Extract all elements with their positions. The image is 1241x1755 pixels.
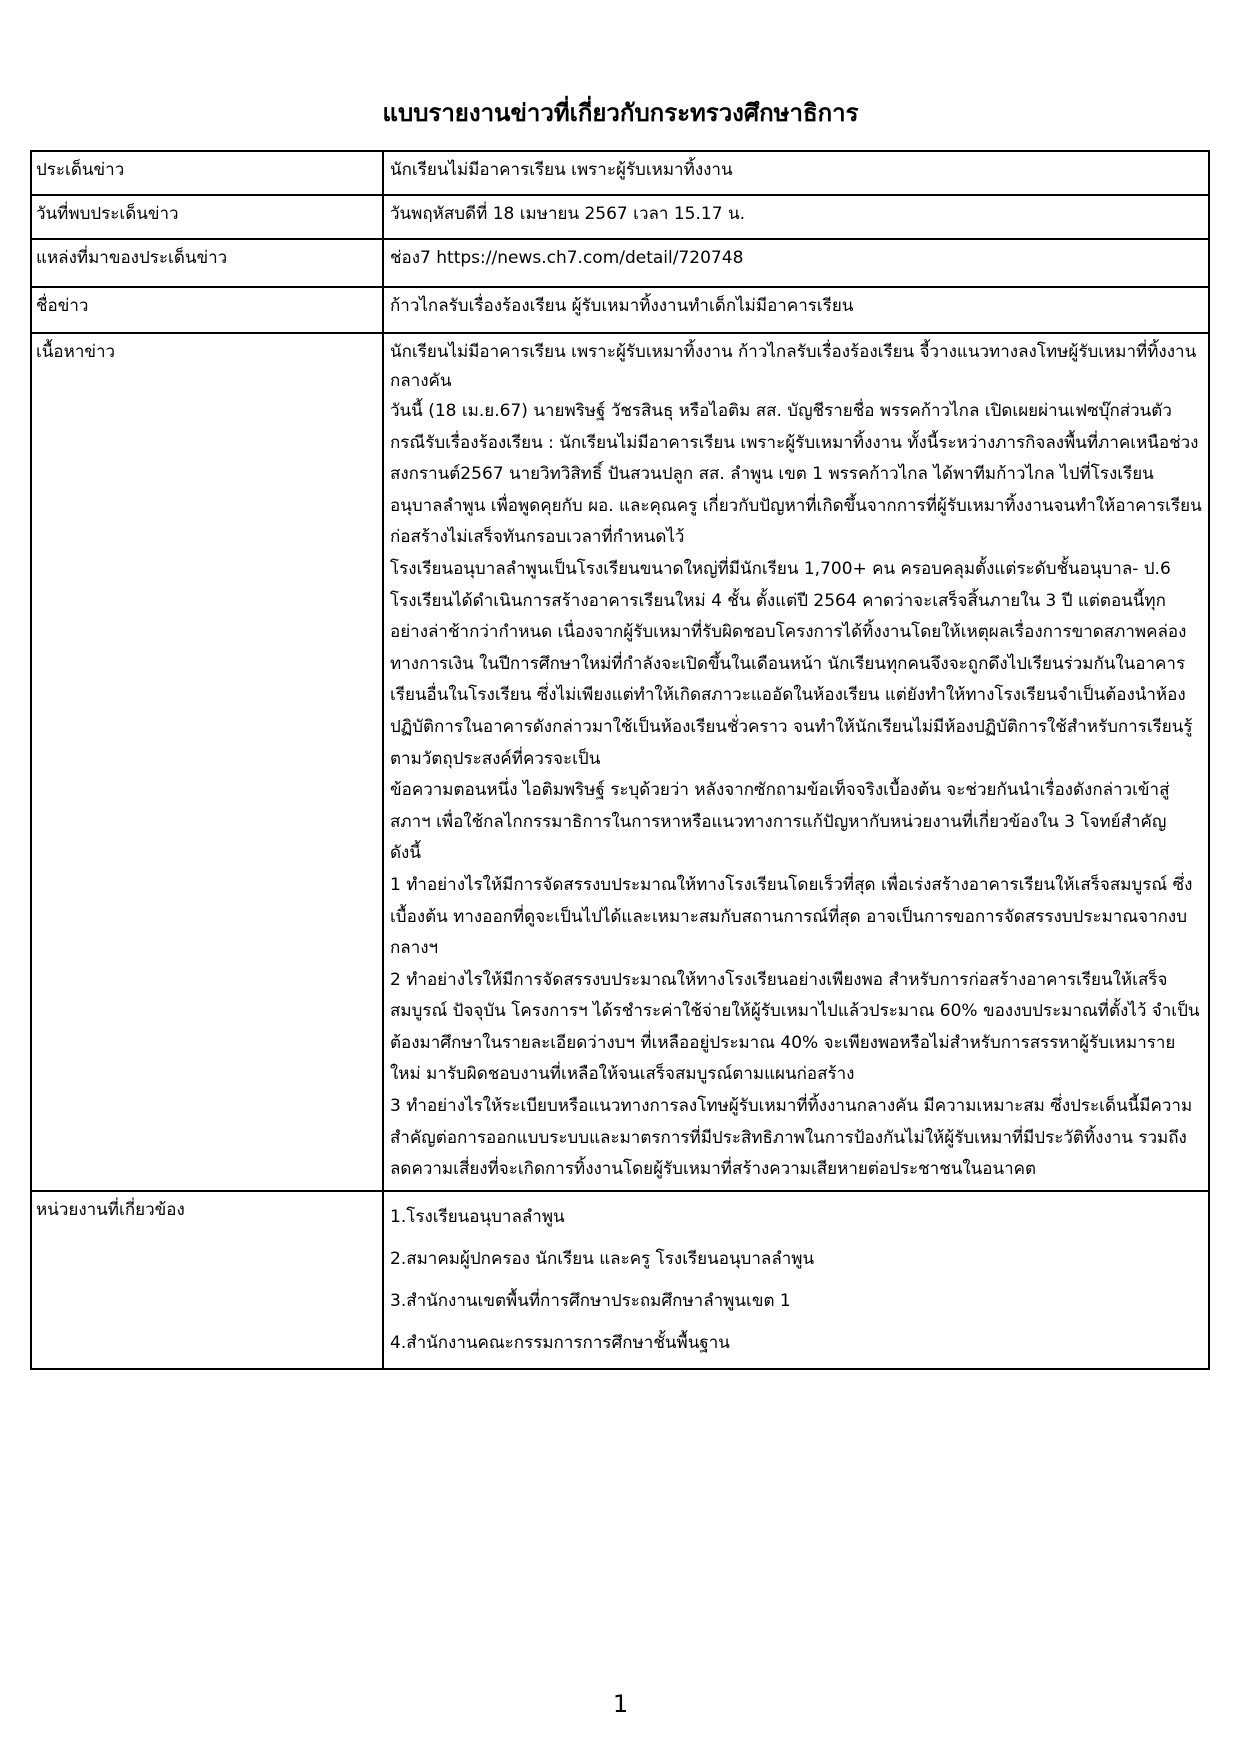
issue-value: นักเรียนไม่มีอาคารเรียน เพราะผู้รับเหมาทิ้งงาน bbox=[383, 151, 1209, 195]
content-paragraph: ข้อความตอนหนึ่ง ไอติมพริษฐ์ ระบุด้วยว่า หลังจากซักถามข้อเท็จจริงเบื้องต้น จะช่วยกันนำเรื่องดังกล่าวเข้าสู่สภาฯ เพื่อใช้กลไกกรรมาธิการในการหาหรือแนวทางการแก้ปัญหากับหน่วยงานที่เกี่ยวข้องใน 3 โจทย์สำคัญ ดังนี้ bbox=[390, 780, 1170, 864]
issue-label: ประเด็นข่าว bbox=[31, 151, 383, 195]
agency-item: 3.สำนักงานเขตพื้นที่การศึกษาประถมศึกษาลำพูนเขต 1 bbox=[390, 1290, 791, 1311]
source-value: ช่อง7 https://news.ch7.com/detail/720748 bbox=[383, 239, 1209, 287]
content-label: เนื้อหาข่าว bbox=[31, 333, 383, 1191]
content-paragraph: โรงเรียนอนุบาลลำพูนเป็นโรงเรียนขนาดใหญ่ที่มีนักเรียน 1,700+ คน ครอบคลุมตั้งแต่ระดับชั้นอนุบาล- ป.6 โรงเรียนได้ดำเนินการสร้างอาคารเรียนใหม่ 4 ชั้น ตั้งแต่ปี 2564 คาดว่าจะเสร็จสิ้นภายใน 3 ปี แต่ตอนนี้ทุกอย่างล่าช้ากว่ากำหนด เนื่องจากผู้รับเหมาที่รับผิดชอบโครงการได้ทิ้งงานโดยให้เหตุผลเรื่องการขาดสภาพคล่องทางการเงิน ในปีการศึกษาใหม่ที่กำลังจะเปิดขึ้นในเดือนหน้า นักเรียนทุกคนจึงจะถูกดึงไปเรียนร่วมกันในอาคารเรียนอื่นในโรงเรียน ซึ่งไม่เพียงแต่ทำให้เกิดสภาวะแออัดในห้องเรียน แต่ยังทำให้ทางโรงเรียนจำเป็นต้องนำห้องปฏิบัติการในอาคารดังกล่าวมาใช้เป็นห้องเรียนชั่วคราว จนทำให้นักเรียนไม่มีห้องปฏิบัติการใช้สำหรับการเรียนรู้ตามวัตถุประสงค์ที่ควรจะเป็น bbox=[390, 558, 1193, 769]
agency-item: 4.สำนักงานคณะกรรมการการศึกษาชั้นพื้นฐาน bbox=[390, 1332, 730, 1353]
source-label: แหล่งที่มาของประเด็นข่าว bbox=[31, 239, 383, 287]
content-paragraph: นักเรียนไม่มีอาคารเรียน เพราะผู้รับเหมาทิ้งงาน ก้าวไกลรับเรื่องร้องเรียน จี้วางแนวทางลงโทษผู้รับเหมาที่ทิ้งงานกลางคัน bbox=[390, 342, 1197, 391]
news-report-table bbox=[30, 150, 1210, 1370]
date-label: วันที่พบประเด็นข่าว bbox=[31, 195, 383, 239]
headline-value: ก้าวไกลรับเรื่องร้องเรียน ผู้รับเหมาทิ้งงานทำเด็กไม่มีอาคารเรียน bbox=[383, 287, 1209, 333]
agency-item: 1.โรงเรียนอนุบาลลำพูน bbox=[390, 1206, 565, 1227]
content-paragraph: วันนี้ (18 เม.ย.67) นายพริษฐ์ วัชรสินธุ หรือไอติม สส. บัญชีรายชื่อ พรรคก้าวไกล เปิดเผยผ่านเฟซบุ๊กส่วนตัว กรณีรับเรื่องร้องเรียน : นักเรียนไม่มีอาคารเรียน เพราะผู้รับเหมาทิ้งงาน ทั้งนี้ระหว่างภารกิจลงพื้นที่ภาคเหนือช่วงสงกรานต์2567 นายวิทวิสิทธิ์ ปันสวนปลูก สส. ลำพูน เขต 1 พรรคก้าวไกล ได้พาทีมก้าวไกล ไปที่โรงเรียนอนุบาลลำพูน เพื่อพูดคุยกับ ผอ. และคุณครู เกี่ยวกับปัญหาที่เกิดขึ้นจากการที่ผู้รับเหมาทิ้งงานจนทำให้อาคารเรียนก่อสร้างไม่เสร็จทันกรอบเวลาที่กำหนดไว้ bbox=[390, 401, 1202, 548]
agencies-label: หน่วยงานที่เกี่ยวข้อง bbox=[31, 1191, 383, 1369]
document-title: แบบรายงานข่าวที่เกี่ยวกับกระทรวงศึกษาธิการ bbox=[382, 99, 859, 127]
content-row bbox=[31, 333, 1209, 1191]
source-row bbox=[31, 239, 1209, 287]
content-paragraph: 3 ทำอย่างไรให้ระเบียบหรือแนวทางการลงโทษผู้รับเหมาที่ทิ้งงานกลางคัน มีความเหมาะสม ซึ่งประเด็นนี้มีความสำคัญต่อการออกแบบระบบและมาตรการที่มีประสิทธิภาพในการป้องกันไม่ให้ผู้รับเหมาที่มีประวัติทิ้งงาน รวมถึงลดความเสี่ยงที่จะเกิดการทิ้งงานโดยผู้รับเหมาที่สร้างความเสียหายต่อประชาชนในอนาคต bbox=[390, 1096, 1193, 1180]
agency-item: 2.สมาคมผู้ปกครอง นักเรียน และครู โรงเรียนอนุบาลลำพูน bbox=[390, 1248, 815, 1269]
headline-label: ชื่อข่าว bbox=[31, 287, 383, 333]
content-body bbox=[383, 333, 1209, 1191]
headline-row bbox=[31, 287, 1209, 333]
content-paragraph: 2 ทำอย่างไรให้มีการจัดสรรงบประมาณให้ทางโรงเรียนอย่างเพียงพอ สำหรับการก่อสร้างอาคารเรียนให้เสร็จสมบูรณ์ ปัจจุบัน โครงการฯ ได้รชำระค่าใช้จ่ายให้ผู้รับเหมาไปแล้วประมาณ 60% ของงบประมาณที่ตั้งไว้ จำเป็นต้องมาศึกษาในรายละเอียดว่างบฯ ที่เหลืออยู่ประมาณ 40% จะเพียงพอหรือไม่สำหรับการสรรหาผู้รับเหมารายใหม่ มารับผิดชอบงานที่เหลือให้จนเสร็จสมบูรณ์ตามแผนก่อสร้าง bbox=[390, 969, 1200, 1085]
page-number: 1 bbox=[612, 1690, 629, 1718]
date-row bbox=[31, 195, 1209, 239]
date-value: วันพฤหัสบดีที่ 18 เมษายน 2567 เวลา 15.17 น. bbox=[383, 195, 1209, 239]
issue-row bbox=[31, 151, 1209, 195]
agencies-row bbox=[31, 1191, 1209, 1369]
content-paragraph: 1 ทำอย่างไรให้มีการจัดสรรงบประมาณให้ทางโรงเรียนโดยเร็วที่สุด เพื่อเร่งสร้างอาคารเรียนให้เสร็จสมบูรณ์ ซึ่งเบื้องต้น ทางออกที่ดูจะเป็นไปได้และเหมาะสมกับสถานการณ์ที่สุด อาจเป็นการขอการจัดสรรงบประมาณจากงบกลางฯ bbox=[390, 874, 1193, 959]
agencies-list bbox=[383, 1191, 1209, 1369]
